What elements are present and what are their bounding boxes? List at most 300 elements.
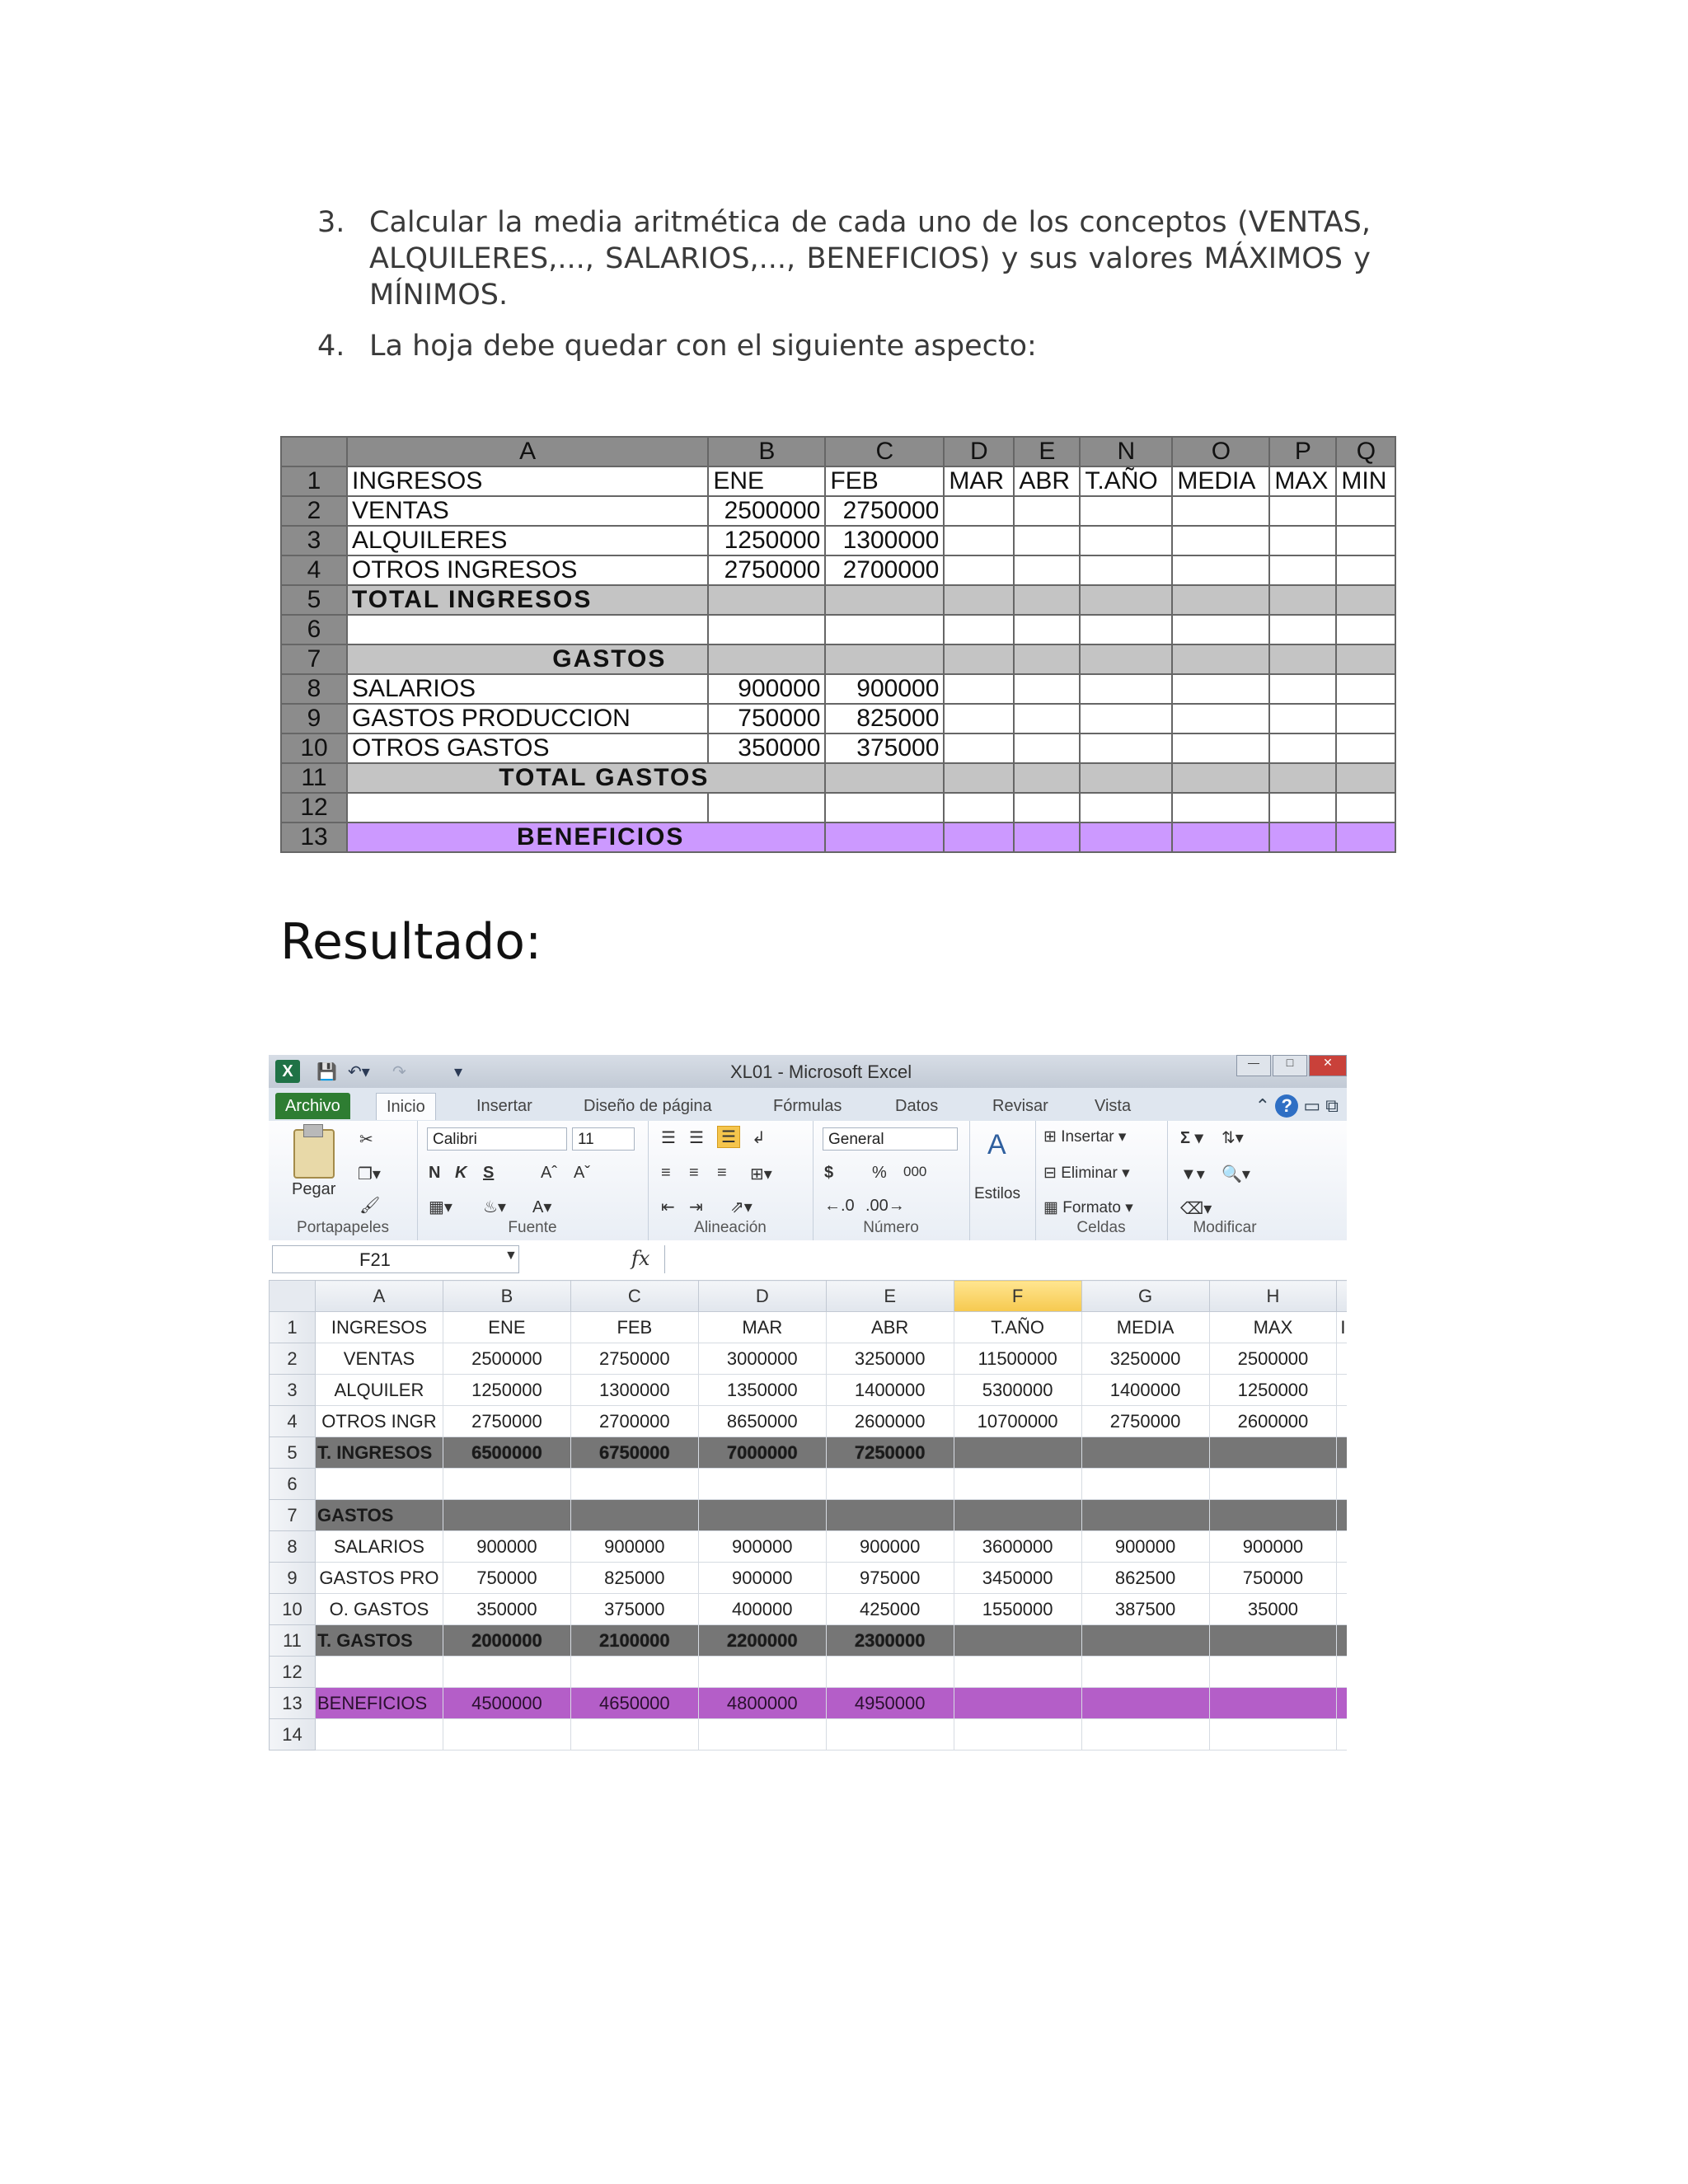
delete-cells-button[interactable]: ⊟ Eliminar ▾: [1043, 1165, 1130, 1182]
bold-button[interactable]: N: [429, 1164, 441, 1182]
table-cell: [825, 644, 944, 674]
align-center-icon[interactable]: ≡: [689, 1164, 699, 1182]
column-header[interactable]: F: [954, 1281, 1081, 1312]
autosum-label: Σ: [1180, 1129, 1191, 1147]
close-workbook-icon[interactable]: ⧉: [1325, 1095, 1339, 1116]
spreadsheet-cell[interactable]: [1209, 1500, 1337, 1531]
spreadsheet-cell[interactable]: 387500: [1081, 1594, 1209, 1625]
spreadsheet-cell[interactable]: 2200000: [698, 1625, 826, 1657]
spreadsheet-cell[interactable]: 4650000: [570, 1688, 698, 1719]
shrink-font-icon[interactable]: Aˇ: [574, 1164, 590, 1182]
table-row: [270, 1437, 1348, 1469]
table-row: [281, 763, 1395, 793]
borders-icon[interactable]: ▦▾: [429, 1198, 452, 1216]
table-cell: [1172, 585, 1269, 615]
spreadsheet-cell-partial[interactable]: I: [1337, 1312, 1347, 1343]
table-row: [281, 704, 1395, 733]
orientation-icon[interactable]: ⇗▾: [730, 1198, 753, 1216]
fill-color-icon[interactable]: ♨▾: [483, 1198, 506, 1216]
row-number: 13: [281, 823, 347, 852]
spreadsheet-cell[interactable]: 3450000: [954, 1563, 1081, 1594]
spreadsheet-cell[interactable]: 2750000: [1081, 1406, 1209, 1437]
spreadsheet-cell[interactable]: 900000: [698, 1563, 826, 1594]
sort-filter-icon[interactable]: ⇅▾: [1221, 1129, 1244, 1147]
spreadsheet-cell[interactable]: 825000: [570, 1563, 698, 1594]
cut-icon[interactable]: ✂: [359, 1131, 373, 1149]
spreadsheet-cell[interactable]: 2300000: [826, 1625, 954, 1657]
decrease-indent-icon[interactable]: ⇤: [661, 1198, 675, 1216]
ribbon-controls: [1255, 1094, 1339, 1118]
table-row: [270, 1625, 1348, 1657]
spreadsheet-cell[interactable]: 2000000: [443, 1625, 570, 1657]
spreadsheet-cell[interactable]: [1081, 1625, 1209, 1657]
instruction-3: [317, 204, 1371, 313]
column-header: O: [1172, 437, 1269, 466]
redo-icon[interactable]: ↷: [392, 1063, 406, 1081]
spreadsheet-cell[interactable]: 11500000: [954, 1343, 1081, 1375]
table-cell: [1014, 585, 1080, 615]
styles-icon[interactable]: A: [987, 1129, 1006, 1160]
spreadsheet-cell[interactable]: [1209, 1625, 1337, 1657]
row-header[interactable]: 8: [270, 1531, 316, 1563]
spreadsheet-cell[interactable]: [570, 1719, 698, 1750]
font-color-icon[interactable]: A▾: [532, 1198, 552, 1216]
spreadsheet-cell[interactable]: 1400000: [1081, 1375, 1209, 1406]
table-cell: [1336, 793, 1395, 823]
spreadsheet-cell[interactable]: 900000: [1081, 1531, 1209, 1563]
styles-button[interactable]: Estilos: [974, 1185, 1020, 1202]
spreadsheet-cell[interactable]: 3250000: [826, 1343, 954, 1375]
spreadsheet-cell[interactable]: 750000: [1209, 1563, 1337, 1594]
spreadsheet-cell[interactable]: 2500000: [1209, 1343, 1337, 1375]
spreadsheet-cell[interactable]: GASTOS PRO: [315, 1563, 443, 1594]
tab-vista[interactable]: Vista: [1095, 1097, 1132, 1115]
spreadsheet-cell[interactable]: [826, 1657, 954, 1688]
spreadsheet-cell[interactable]: 4800000: [698, 1688, 826, 1719]
section-label: GASTOS: [347, 644, 708, 674]
spreadsheet-cell[interactable]: 2600000: [1209, 1406, 1337, 1437]
row-number: 9: [281, 704, 347, 733]
close-icon[interactable]: ✕: [1309, 1055, 1347, 1076]
spreadsheet-cell[interactable]: [1209, 1719, 1337, 1750]
spreadsheet-cell[interactable]: ALQUILER: [315, 1375, 443, 1406]
table-cell: [1172, 674, 1269, 704]
column-header: D: [944, 437, 1014, 466]
table-cell: [1269, 496, 1336, 526]
spreadsheet-cell-partial[interactable]: [1337, 1500, 1347, 1531]
row-header[interactable]: 7: [270, 1500, 316, 1531]
column-header[interactable]: E: [826, 1281, 954, 1312]
name-box[interactable]: F21: [272, 1245, 519, 1273]
spreadsheet-cell[interactable]: 2750000: [570, 1343, 698, 1375]
spreadsheet-cell[interactable]: [954, 1657, 1081, 1688]
format-cells-icon: ▦: [1043, 1199, 1058, 1216]
font-name-select[interactable]: Calibri: [427, 1127, 567, 1151]
spreadsheet-cell-partial[interactable]: [1337, 1437, 1347, 1469]
spreadsheet-cell[interactable]: [698, 1500, 826, 1531]
group-numero: [813, 1121, 970, 1240]
table-cell: 1250000: [708, 526, 825, 555]
spreadsheet-cell[interactable]: [443, 1719, 570, 1750]
copy-icon[interactable]: ❐▾: [358, 1165, 381, 1183]
spreadsheet-cell[interactable]: [1209, 1469, 1337, 1500]
spreadsheet-cell[interactable]: 900000: [1209, 1531, 1337, 1563]
group-label: Portapapeles: [297, 1219, 389, 1236]
spreadsheet-cell[interactable]: 3600000: [954, 1531, 1081, 1563]
table-cell: 350000: [708, 733, 825, 763]
spreadsheet-cell[interactable]: O. GASTOS: [315, 1594, 443, 1625]
spreadsheet-cell[interactable]: OTROS INGR: [315, 1406, 443, 1437]
spreadsheet-cell[interactable]: [1081, 1657, 1209, 1688]
fill-icon[interactable]: ▼▾: [1180, 1165, 1205, 1183]
spreadsheet-cell[interactable]: [443, 1500, 570, 1531]
spreadsheet-cell[interactable]: [954, 1469, 1081, 1500]
decrease-decimal-icon[interactable]: .00→: [865, 1197, 905, 1215]
spreadsheet-cell[interactable]: 1250000: [443, 1375, 570, 1406]
table-row: [281, 496, 1395, 526]
table-cell: MIN: [1336, 466, 1395, 496]
spreadsheet-cell[interactable]: 1350000: [698, 1375, 826, 1406]
group-label: Alineación: [694, 1219, 767, 1236]
spreadsheet-cell[interactable]: [954, 1437, 1081, 1469]
spreadsheet-cell[interactable]: 750000: [443, 1563, 570, 1594]
table-cell: 375000: [825, 733, 944, 763]
minimize-ribbon-icon[interactable]: ⌃: [1254, 1095, 1271, 1116]
select-all-corner[interactable]: [270, 1281, 316, 1312]
spreadsheet-cell[interactable]: 900000: [698, 1531, 826, 1563]
maximize-icon[interactable]: □: [1273, 1055, 1307, 1076]
column-header[interactable]: A: [315, 1281, 443, 1312]
row-number: 6: [281, 615, 347, 644]
spreadsheet-cell-partial[interactable]: [1337, 1406, 1347, 1437]
spreadsheet-cell[interactable]: [570, 1500, 698, 1531]
row-header[interactable]: 3: [270, 1375, 316, 1406]
formula-input[interactable]: [664, 1245, 1347, 1273]
spreadsheet-cell[interactable]: [1081, 1469, 1209, 1500]
spreadsheet-cell[interactable]: [698, 1469, 826, 1500]
number-format-select[interactable]: General: [823, 1127, 958, 1151]
spreadsheet-cell[interactable]: VENTAS: [315, 1343, 443, 1375]
paste-icon[interactable]: [293, 1129, 335, 1179]
row-header[interactable]: 5: [270, 1437, 316, 1469]
table-cell: [1269, 526, 1336, 555]
table-cell: [1172, 823, 1269, 852]
table-cell: [825, 585, 944, 615]
row-header[interactable]: 2: [270, 1343, 316, 1375]
table-cell: ABR: [1014, 466, 1080, 496]
group-estilos: [969, 1121, 1036, 1240]
spreadsheet-cell[interactable]: [698, 1657, 826, 1688]
title-bar: [269, 1055, 1347, 1088]
table-cell: [1080, 526, 1172, 555]
chevron-down-icon[interactable]: ▼: [504, 1249, 518, 1263]
spreadsheet-cell-partial[interactable]: [1337, 1594, 1347, 1625]
wrap-text-icon[interactable]: ↲: [752, 1129, 766, 1147]
column-header-partial[interactable]: [1337, 1281, 1347, 1312]
tab-archivo[interactable]: Archivo: [275, 1093, 350, 1119]
table-cell: [347, 793, 708, 823]
save-icon[interactable]: 💾: [316, 1063, 337, 1081]
customize-toolbar-icon[interactable]: ▾: [454, 1063, 463, 1081]
spreadsheet-cell[interactable]: [826, 1469, 954, 1500]
spreadsheet-cell[interactable]: [954, 1625, 1081, 1657]
spreadsheet-cell[interactable]: [826, 1719, 954, 1750]
spreadsheet-cell[interactable]: T.AÑO: [954, 1312, 1081, 1343]
spreadsheet-cell[interactable]: 1400000: [826, 1375, 954, 1406]
spreadsheet-cell[interactable]: 4500000: [443, 1688, 570, 1719]
spreadsheet-cell[interactable]: SALARIOS: [315, 1531, 443, 1563]
tab-diseno-pagina[interactable]: Diseño de página: [584, 1097, 712, 1115]
spreadsheet-cell[interactable]: MAR: [698, 1312, 826, 1343]
table-cell: [825, 793, 944, 823]
restore-window-icon[interactable]: ▭: [1303, 1095, 1321, 1116]
column-header[interactable]: C: [570, 1281, 698, 1312]
row-header[interactable]: 11: [270, 1625, 316, 1657]
insert-cells-icon: ⊞: [1043, 1128, 1057, 1146]
spreadsheet-cell[interactable]: 900000: [443, 1531, 570, 1563]
spreadsheet-cell[interactable]: 4950000: [826, 1688, 954, 1719]
spreadsheet-cell[interactable]: [570, 1657, 698, 1688]
align-top-icon[interactable]: ☰: [661, 1129, 676, 1147]
thousands-button[interactable]: 000: [903, 1164, 927, 1179]
spreadsheet-cell[interactable]: 375000: [570, 1594, 698, 1625]
column-header[interactable]: G: [1081, 1281, 1209, 1312]
row-header[interactable]: 9: [270, 1563, 316, 1594]
tab-datos[interactable]: Datos: [895, 1097, 939, 1115]
align-right-icon[interactable]: ≡: [717, 1164, 727, 1182]
column-header: B: [708, 437, 825, 466]
spreadsheet-cell[interactable]: 2500000: [443, 1343, 570, 1375]
spreadsheet-cell[interactable]: 35000: [1209, 1594, 1337, 1625]
spreadsheet-cell[interactable]: [954, 1500, 1081, 1531]
clear-icon[interactable]: ⌫▾: [1180, 1200, 1212, 1218]
spreadsheet-cell[interactable]: ENE: [443, 1312, 570, 1343]
tab-inicio[interactable]: Inicio: [376, 1093, 436, 1120]
spreadsheet-cell[interactable]: 3250000: [1081, 1343, 1209, 1375]
row-header[interactable]: 1: [270, 1312, 316, 1343]
table-cell: [944, 733, 1014, 763]
spreadsheet-cell[interactable]: [698, 1719, 826, 1750]
row-number: 3: [281, 526, 347, 555]
tab-insertar[interactable]: Insertar: [476, 1097, 532, 1115]
table-cell: [944, 496, 1014, 526]
minimize-icon[interactable]: —: [1236, 1055, 1271, 1076]
table-row: [281, 585, 1395, 615]
spreadsheet-cell[interactable]: [1081, 1719, 1209, 1750]
spreadsheet-cell[interactable]: [954, 1719, 1081, 1750]
find-select-icon[interactable]: 🔍▾: [1221, 1165, 1250, 1183]
column-header: A: [347, 437, 708, 466]
table-cell: [708, 585, 825, 615]
spreadsheet-cell-partial[interactable]: [1337, 1563, 1347, 1594]
underline-button[interactable]: S: [483, 1164, 495, 1182]
spreadsheet-cell[interactable]: 5300000: [954, 1375, 1081, 1406]
spreadsheet-cell[interactable]: MEDIA: [1081, 1312, 1209, 1343]
spreadsheet-cell-partial[interactable]: [1337, 1469, 1347, 1500]
spreadsheet-cell[interactable]: 400000: [698, 1594, 826, 1625]
spreadsheet-cell[interactable]: [826, 1500, 954, 1531]
spreadsheet-cell[interactable]: [1081, 1688, 1209, 1719]
table-cell: [1014, 555, 1080, 585]
spreadsheet-cell[interactable]: 6500000: [443, 1437, 570, 1469]
currency-button[interactable]: $: [824, 1164, 834, 1182]
row-header[interactable]: 10: [270, 1594, 316, 1625]
table-row: [281, 793, 1395, 823]
column-header[interactable]: H: [1209, 1281, 1337, 1312]
spreadsheet-cell[interactable]: [1209, 1688, 1337, 1719]
table-cell: [1172, 763, 1269, 793]
row-header[interactable]: 13: [270, 1688, 316, 1719]
spreadsheet-cell[interactable]: ABR: [826, 1312, 954, 1343]
align-left-icon[interactable]: ≡: [661, 1164, 671, 1182]
spreadsheet-cell[interactable]: 975000: [826, 1563, 954, 1594]
table-cell: [1336, 674, 1395, 704]
table-cell: SALARIOS: [347, 674, 708, 704]
row-number: 11: [281, 763, 347, 793]
spreadsheet-cell[interactable]: 2750000: [443, 1406, 570, 1437]
instruction-4: [317, 328, 1371, 364]
spreadsheet-cell[interactable]: [443, 1469, 570, 1500]
spreadsheet-cell[interactable]: T. GASTOS: [315, 1625, 443, 1657]
spreadsheet-cell[interactable]: [443, 1657, 570, 1688]
spreadsheet-cell-partial[interactable]: [1337, 1625, 1347, 1657]
spreadsheet-cell[interactable]: [315, 1469, 443, 1500]
insert-cells-button[interactable]: ⊞ Insertar ▾: [1043, 1128, 1127, 1146]
row-header[interactable]: 12: [270, 1657, 316, 1688]
row-header[interactable]: 14: [270, 1719, 316, 1750]
format-cells-button[interactable]: ▦ Formato ▾: [1043, 1199, 1133, 1216]
percent-button[interactable]: %: [872, 1164, 887, 1182]
table-cell: 900000: [708, 674, 825, 704]
format-painter-icon[interactable]: 🖌: [359, 1197, 381, 1215]
table-cell: [944, 793, 1014, 823]
row-header[interactable]: 4: [270, 1406, 316, 1437]
spreadsheet-cell[interactable]: GASTOS: [315, 1500, 443, 1531]
spreadsheet-cell[interactable]: 862500: [1081, 1563, 1209, 1594]
table-cell: ALQUILERES: [347, 526, 708, 555]
spreadsheet-cell-partial[interactable]: [1337, 1719, 1347, 1750]
spreadsheet-cell[interactable]: 7000000: [698, 1437, 826, 1469]
merge-center-icon[interactable]: ⊞▾: [750, 1165, 772, 1183]
table-cell: 900000: [825, 674, 944, 704]
align-bottom-icon[interactable]: ☰: [717, 1126, 740, 1148]
spreadsheet-cell-partial[interactable]: [1337, 1343, 1347, 1375]
spreadsheet-cell[interactable]: [1081, 1437, 1209, 1469]
undo-icon[interactable]: ↶▾: [348, 1063, 370, 1081]
column-header: C: [825, 437, 944, 466]
spreadsheet-cell[interactable]: 1300000: [570, 1375, 698, 1406]
spreadsheet-cell[interactable]: 2600000: [826, 1406, 954, 1437]
spreadsheet-cell[interactable]: [1081, 1500, 1209, 1531]
tab-formulas[interactable]: Fórmulas: [773, 1097, 842, 1115]
spreadsheet-cell[interactable]: 2700000: [570, 1406, 698, 1437]
spreadsheet-cell-partial[interactable]: [1337, 1531, 1347, 1563]
align-middle-icon[interactable]: ☰: [689, 1129, 704, 1147]
table-cell: INGRESOS: [347, 466, 708, 496]
table-cell: [1172, 793, 1269, 823]
spreadsheet-cell[interactable]: 900000: [826, 1531, 954, 1563]
help-icon[interactable]: ?: [1275, 1094, 1298, 1118]
spreadsheet-cell[interactable]: [1209, 1657, 1337, 1688]
instruction-text: La hoja debe quedar con el siguiente aspecto:: [369, 330, 1037, 363]
spreadsheet-cell[interactable]: MAX: [1209, 1312, 1337, 1343]
spreadsheet-cell[interactable]: 1250000: [1209, 1375, 1337, 1406]
italic-button[interactable]: K: [455, 1164, 467, 1182]
table-cell: [1014, 704, 1080, 733]
spreadsheet-cell[interactable]: 2100000: [570, 1625, 698, 1657]
spreadsheet-cell[interactable]: 350000: [443, 1594, 570, 1625]
table-cell: [1336, 733, 1395, 763]
format-cells-label: Formato: [1062, 1199, 1121, 1216]
spreadsheet-cell[interactable]: [954, 1688, 1081, 1719]
column-header: P: [1269, 437, 1336, 466]
spreadsheet-cell[interactable]: 6750000: [570, 1437, 698, 1469]
font-size-select[interactable]: 11: [572, 1127, 635, 1151]
spreadsheet-cell[interactable]: [315, 1719, 443, 1750]
column-header: N: [1080, 437, 1172, 466]
spreadsheet-cell[interactable]: INGRESOS: [315, 1312, 443, 1343]
spreadsheet-cell[interactable]: [315, 1657, 443, 1688]
autosum-button[interactable]: Σ ▾: [1180, 1129, 1203, 1147]
spreadsheet-cell[interactable]: [1209, 1437, 1337, 1469]
spreadsheet-cell-partial[interactable]: [1337, 1688, 1347, 1719]
tab-revisar[interactable]: Revisar: [992, 1097, 1048, 1115]
table-cell: [1172, 615, 1269, 644]
spreadsheet-cell[interactable]: FEB: [570, 1312, 698, 1343]
insert-function-icon[interactable]: fx: [631, 1247, 650, 1270]
table-cell: [825, 615, 944, 644]
table-cell: [1080, 585, 1172, 615]
table-row: [270, 1563, 1348, 1594]
table-cell: [1172, 526, 1269, 555]
spreadsheet-cell-partial[interactable]: [1337, 1657, 1347, 1688]
table-cell: [347, 615, 708, 644]
table-cell: [1269, 704, 1336, 733]
column-header-row: [270, 1281, 1348, 1312]
table-row: [270, 1312, 1348, 1343]
formula-bar: [269, 1240, 1347, 1281]
spreadsheet-cell[interactable]: 10700000: [954, 1406, 1081, 1437]
spreadsheet-cell[interactable]: BENEFICIOS: [315, 1688, 443, 1719]
spreadsheet-cell[interactable]: T. INGRESOS: [315, 1437, 443, 1469]
table-cell: [1172, 496, 1269, 526]
spreadsheet-cell[interactable]: 900000: [570, 1531, 698, 1563]
group-modificar: [1167, 1121, 1282, 1240]
section-label: BENEFICIOS: [347, 823, 825, 852]
table-cell: [1269, 644, 1336, 674]
row-header[interactable]: 6: [270, 1469, 316, 1500]
spreadsheet-cell[interactable]: 3000000: [698, 1343, 826, 1375]
grow-font-icon[interactable]: Aˆ: [541, 1164, 557, 1182]
spreadsheet-cell-partial[interactable]: [1337, 1375, 1347, 1406]
paste-button[interactable]: Pegar: [292, 1180, 336, 1198]
increase-indent-icon[interactable]: ⇥: [689, 1198, 703, 1216]
column-header[interactable]: B: [443, 1281, 570, 1312]
spreadsheet-cell[interactable]: 8650000: [698, 1406, 826, 1437]
spreadsheet-cell[interactable]: 425000: [826, 1594, 954, 1625]
instructions-list: [317, 204, 1371, 379]
table-cell: 2500000: [708, 496, 825, 526]
spreadsheet-cell[interactable]: [570, 1469, 698, 1500]
spreadsheet-cell[interactable]: 1550000: [954, 1594, 1081, 1625]
table-row: [270, 1531, 1348, 1563]
increase-decimal-icon[interactable]: ←.0: [824, 1197, 855, 1215]
column-header[interactable]: D: [698, 1281, 826, 1312]
table-row: [281, 526, 1395, 555]
table-cell: [1014, 496, 1080, 526]
spreadsheet-cell[interactable]: 7250000: [826, 1437, 954, 1469]
table-cell: [1269, 615, 1336, 644]
